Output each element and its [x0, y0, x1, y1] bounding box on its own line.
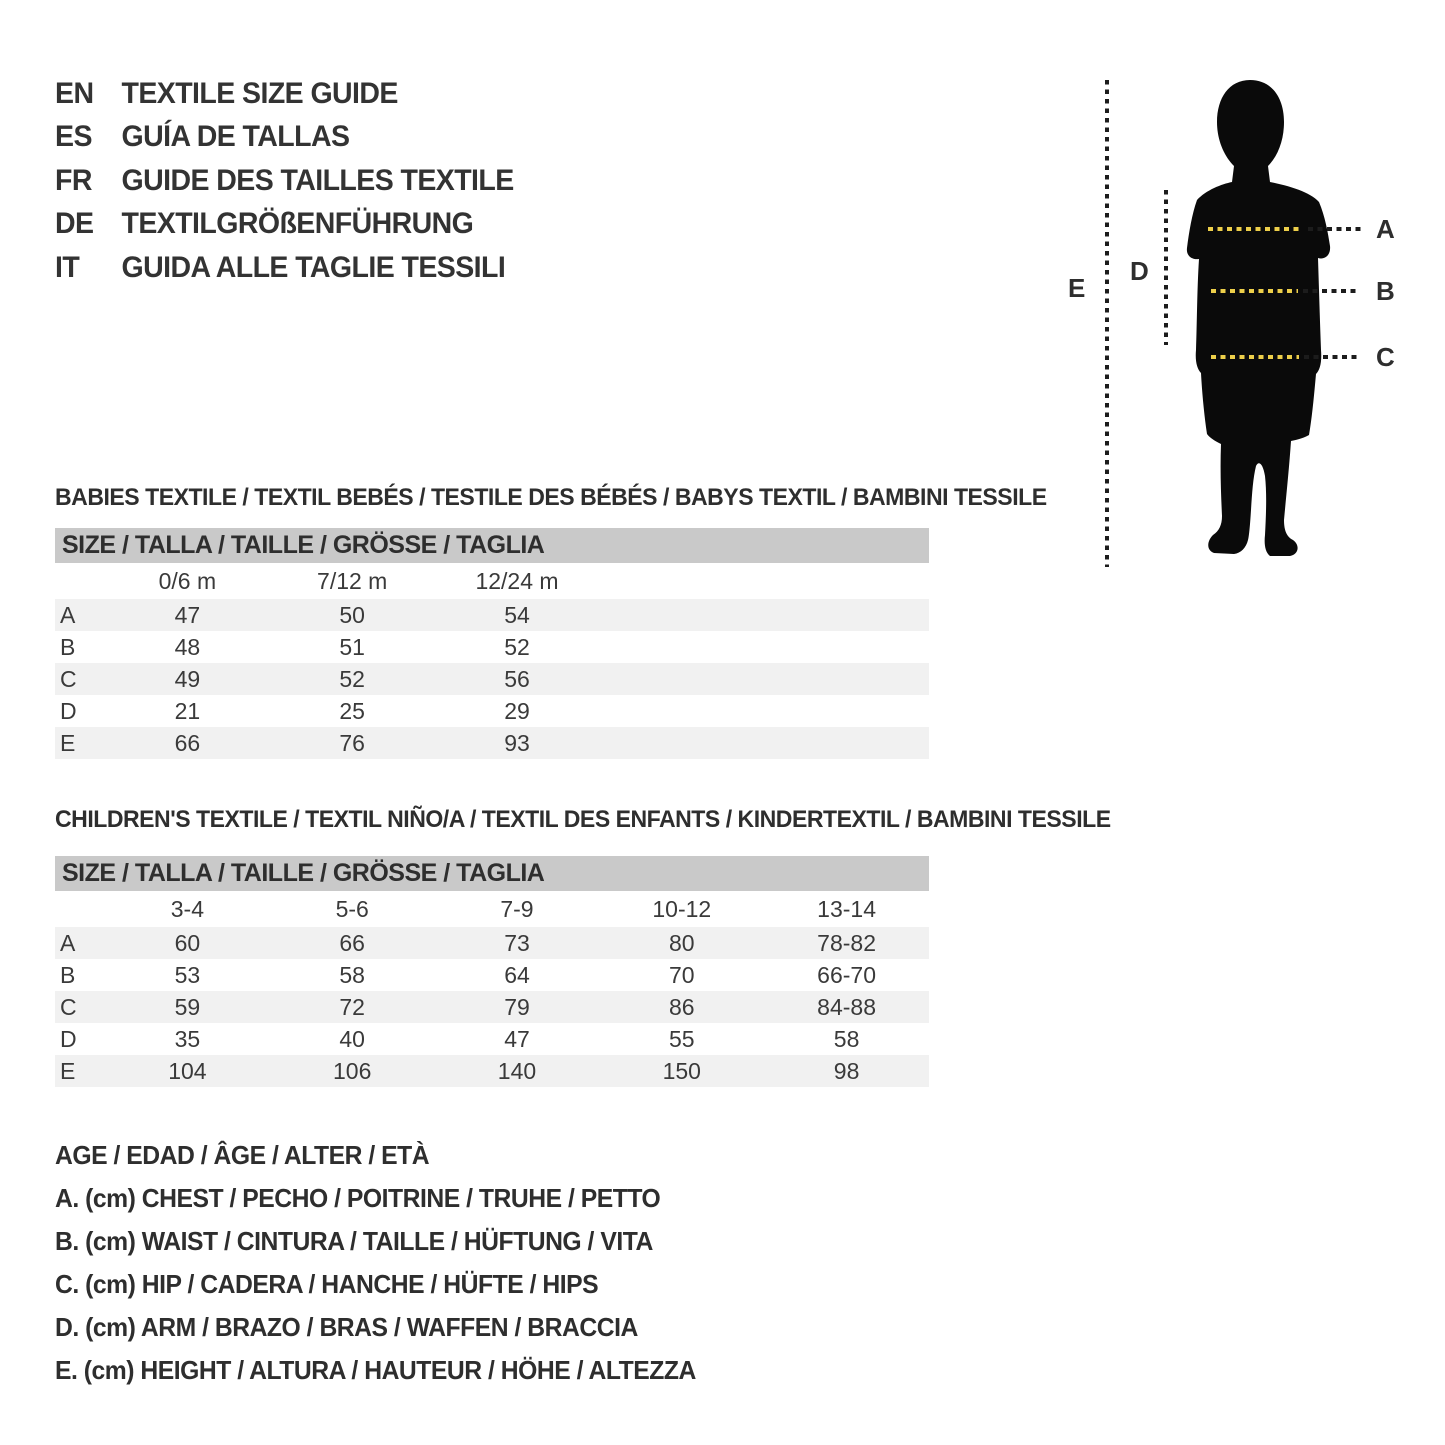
lang-code: FR	[55, 163, 92, 197]
column-header: 3-4	[170, 895, 205, 922]
cell: 58	[339, 961, 365, 988]
row-label: A	[60, 601, 76, 628]
cell: 98	[833, 1057, 860, 1084]
cell: 51	[339, 633, 365, 660]
size-header-bar: SIZE / TALLA / TAILLE / GRÖSSE / TAGLIA	[55, 856, 929, 891]
column-header: 0/6 m	[158, 567, 217, 594]
lang-row-de	[55, 203, 514, 247]
measure-line-b-ext	[1303, 289, 1357, 293]
measure-label-d: D	[1130, 256, 1149, 286]
cell: 84-88	[817, 993, 876, 1020]
child-silhouette-icon	[1180, 78, 1335, 573]
cell: 66	[339, 929, 365, 956]
table-row	[55, 727, 929, 759]
measure-label-a: A	[1376, 214, 1395, 244]
table-row	[55, 959, 929, 991]
cell: 49	[174, 665, 201, 692]
row-label: B	[60, 961, 76, 988]
cell: 52	[339, 665, 365, 692]
cell: 52	[504, 633, 530, 660]
column-header: 7/12 m	[317, 567, 388, 594]
measure-line-c-body	[1211, 355, 1299, 359]
babies-section-title: BABIES TEXTILE / TEXTIL BEBÉS / TESTILE DES BÉBÉS / BABYS TEXTIL / BAMBINI TESSILE	[55, 484, 1047, 511]
row-label: B	[60, 633, 76, 660]
lang-code: EN	[55, 76, 94, 110]
measure-line-a-ext	[1308, 227, 1362, 231]
cell: 86	[668, 993, 695, 1020]
legend-line-height: E. (cm) HEIGHT / ALTURA / HAUTEUR / HÖHE / ALTEZZA	[55, 1355, 696, 1385]
language-header	[55, 72, 538, 290]
lang-title: GUIDA ALLE TAGLIE TESSILI	[121, 250, 506, 284]
legend-line-age: AGE / EDAD / ÂGE / ALTER / ETÀ	[55, 1140, 430, 1170]
cell: 93	[504, 729, 530, 756]
column-header: 10-12	[652, 895, 712, 922]
measure-line-c-ext	[1304, 355, 1360, 359]
cell: 104	[168, 1057, 207, 1084]
table-row	[55, 631, 929, 663]
legend-line-chest: A. (cm) CHEST / PECHO / POITRINE / TRUHE / PETTO	[55, 1183, 661, 1213]
table-row	[55, 599, 929, 631]
table-row	[55, 1023, 929, 1055]
row-label: D	[60, 697, 77, 724]
table-row	[55, 927, 929, 959]
cell: 56	[504, 665, 530, 692]
column-header: 7-9	[500, 895, 534, 922]
cell: 150	[662, 1057, 701, 1084]
lang-title: GUÍA DE TALLAS	[121, 120, 350, 154]
row-label: E	[60, 1057, 76, 1084]
cell: 80	[668, 929, 695, 956]
legend-line-arm: D. (cm) ARM / BRAZO / BRAS / WAFFEN / BRACCIA	[55, 1312, 638, 1342]
lang-title: TEXTILGRÖßENFÜHRUNG	[121, 207, 474, 241]
lang-title: TEXTILE SIZE GUIDE	[121, 76, 398, 110]
table-row	[55, 991, 929, 1023]
cell: 50	[339, 601, 365, 628]
cell: 76	[339, 729, 365, 756]
measure-label-c: C	[1376, 342, 1395, 372]
column-header: 13-14	[817, 895, 876, 922]
row-label: C	[60, 993, 77, 1020]
column-header-row	[55, 563, 929, 599]
babies-size-table	[55, 528, 929, 759]
cell: 140	[497, 1057, 537, 1084]
legend-line-waist: B. (cm) WAIST / CINTURA / TAILLE / HÜFTUNG / VITA	[55, 1226, 653, 1256]
lang-row-es	[55, 116, 514, 160]
measure-line-a-body	[1208, 227, 1303, 231]
cell: 70	[668, 961, 695, 988]
lang-row-fr	[55, 159, 514, 203]
row-label: E	[60, 729, 76, 756]
cell: 21	[174, 697, 201, 724]
cell: 40	[339, 1025, 365, 1052]
measure-label-e: E	[1068, 273, 1086, 303]
measure-line-b-body	[1211, 289, 1298, 293]
lang-row-it	[55, 246, 514, 290]
cell: 58	[833, 1025, 860, 1052]
row-label: D	[60, 1025, 77, 1052]
lang-code: DE	[55, 207, 94, 241]
cell: 66	[174, 729, 201, 756]
cell: 79	[504, 993, 530, 1020]
legend-line-hip: C. (cm) HIP / CADERA / HANCHE / HÜFTE / HIPS	[55, 1269, 599, 1299]
cell: 64	[504, 961, 530, 988]
cell: 47	[174, 601, 201, 628]
cell: 60	[174, 929, 201, 956]
measure-line-d	[1164, 190, 1168, 345]
cell: 106	[333, 1057, 372, 1084]
column-header: 5-6	[335, 895, 369, 922]
cell: 25	[339, 697, 365, 724]
cell: 73	[504, 929, 530, 956]
cell: 54	[504, 601, 530, 628]
column-header-row	[55, 891, 929, 927]
cell: 48	[174, 633, 201, 660]
row-label: A	[60, 929, 76, 956]
cell: 55	[668, 1025, 695, 1052]
cell: 35	[174, 1025, 201, 1052]
lang-title: GUIDE DES TAILLES TEXTILE	[121, 163, 514, 197]
lang-code: ES	[55, 120, 92, 154]
table-row	[55, 663, 929, 695]
cell: 78-82	[817, 929, 876, 956]
table-row	[55, 695, 929, 727]
measurement-legend	[55, 1134, 730, 1392]
cell: 53	[174, 961, 201, 988]
lang-code: IT	[55, 250, 80, 284]
table-row	[55, 1055, 929, 1087]
row-label: C	[60, 665, 77, 692]
cell: 72	[339, 993, 365, 1020]
childrens-size-table	[55, 856, 929, 1087]
cell: 59	[174, 993, 201, 1020]
lang-row-en	[55, 72, 514, 116]
column-header: 12/24 m	[475, 567, 559, 594]
childrens-section-title: CHILDREN'S TEXTILE / TEXTIL NIÑO/A / TEXTIL DES ENFANTS / KINDERTEXTIL / BAMBINI TESSILE	[55, 806, 1111, 833]
cell: 29	[504, 697, 530, 724]
measure-label-b: B	[1376, 276, 1395, 306]
cell: 47	[504, 1025, 530, 1052]
measure-line-e	[1105, 80, 1109, 567]
cell: 66-70	[817, 961, 876, 988]
size-header-bar: SIZE / TALLA / TAILLE / GRÖSSE / TAGLIA	[55, 528, 929, 563]
